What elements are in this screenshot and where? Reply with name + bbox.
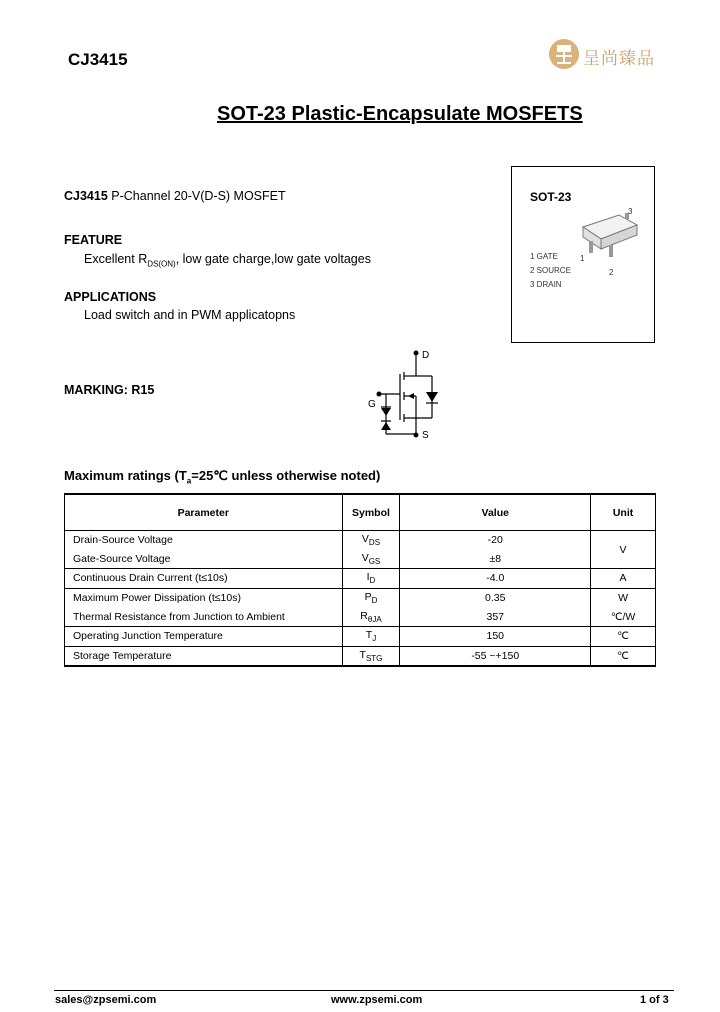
feature-text: Excellent $R_{DS(ON)}$, low gate charge,low gate voltages: [84, 252, 371, 269]
mosfet-symbol-icon: [362, 346, 452, 441]
brand-logo-text: 呈尚臻品: [583, 49, 655, 68]
header-value: Value: [400, 494, 591, 531]
footer-page-number: 1 of 3: [640, 994, 669, 1006]
footer-website[interactable]: www.zpsemi.com: [331, 994, 423, 1006]
table-row: Thermal Resistance from Junction to Ambient $R_{\theta JA}$ 357 ℃/W: [65, 607, 656, 626]
symbol-label-gate: G: [368, 399, 376, 410]
package-title: SOT-23: [530, 190, 572, 204]
header-unit: Unit: [591, 494, 656, 531]
table-row: Drain-Source Voltage $V_{DS}$ -20 V: [65, 531, 656, 550]
summary-part: CJ3415: [64, 189, 108, 203]
symbol-label-drain: D: [422, 350, 430, 361]
table-row: Continuous Drain Current (t≤10s) $I_D$ -4.0 A: [65, 569, 656, 589]
max-ratings-table: [64, 493, 656, 667]
pin-number-2: 2: [609, 268, 614, 277]
table-row: Operating Junction Temperature $T_J$ 150 ℃: [65, 626, 656, 646]
table-row: Gate-Source Voltage $V_{GS}$ ±8: [65, 550, 656, 569]
summary-description: P-Channel 20-V(D-S) MOSFET: [111, 189, 286, 203]
table-row: Maximum Power Dissipation (t≤10s) $P_D$ 0.35 W: [65, 588, 656, 607]
table-header-row: [65, 494, 656, 531]
applications-heading: APPLICATIONS: [64, 290, 157, 304]
marking-label: MARKING: R15: [64, 383, 155, 397]
pin-label-gate: 1 GATE: [530, 252, 558, 261]
pin-number-3: 3: [628, 207, 633, 216]
footer-divider: [54, 990, 674, 991]
max-ratings-title: Maximum ratings ($T_a=25℃$ unless otherwise noted): [64, 468, 381, 486]
header-symbol: Symbol: [342, 494, 400, 531]
pin-label-source: 2 SOURCE: [530, 266, 571, 275]
brand-logo-icon: [548, 38, 580, 70]
part-summary: [64, 189, 286, 203]
footer-email[interactable]: sales@zpsemi.com: [55, 994, 157, 1006]
page-title: SOT-23 Plastic-Encapsulate MOSFETS: [217, 103, 583, 125]
table-row: Storage Temperature $T_{STG}$ -55 ~+150 ℃: [65, 646, 656, 666]
pin-label-drain: 3 DRAIN: [530, 280, 562, 289]
sot23-package-icon: [575, 205, 645, 275]
feature-heading: FEATURE: [64, 233, 123, 247]
symbol-label-source: S: [422, 430, 429, 441]
part-number: CJ3415: [68, 50, 128, 69]
applications-text: Load switch and in PWM applicatopns: [84, 308, 296, 322]
pin-number-1: 1: [580, 254, 585, 263]
header-parameter: Parameter: [65, 494, 343, 531]
